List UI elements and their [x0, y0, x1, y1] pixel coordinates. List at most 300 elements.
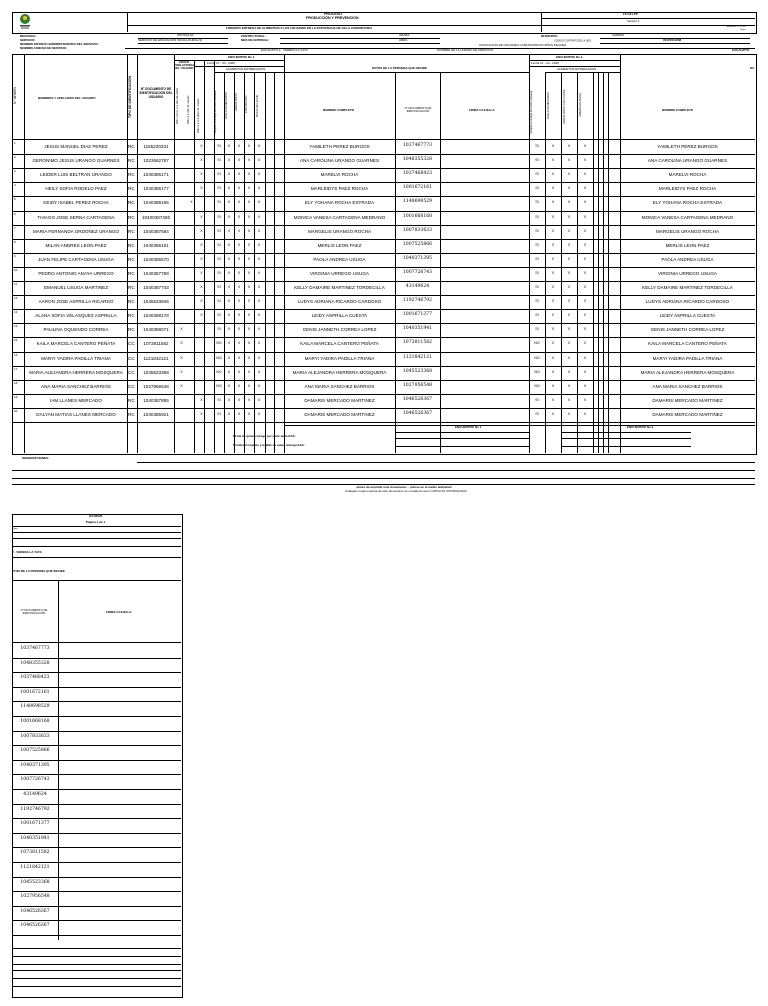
doc-number: 1040385921 — [143, 411, 169, 417]
enc2-mark: X — [567, 369, 571, 374]
page2-row-divider — [12, 847, 181, 848]
enc1-mark: SI — [217, 172, 221, 177]
child-name: MARIA FERNANDA ORDOÑEZ URANGO — [32, 228, 120, 234]
enc1-mark: X — [237, 327, 241, 332]
enc2-receiver-name: ANA MARIA SANCHEZ BARRIOS — [652, 383, 723, 389]
enc1-mark: X — [257, 397, 261, 402]
row-number: 12 — [14, 296, 18, 301]
row-number: 1 — [14, 141, 16, 145]
enc1-mark: X — [237, 200, 241, 205]
receiver-name: KAILA MARCELA CANTERO PEÑATA — [300, 341, 379, 347]
page2-row-divider — [12, 701, 181, 702]
doc-type: CC — [128, 383, 135, 389]
enc2-mark: X — [567, 158, 571, 163]
enc1-mark: X — [227, 299, 231, 304]
doc-number: 1027956548 — [143, 383, 169, 389]
page2-receiver-id: 1037468423 — [20, 675, 50, 681]
receiver-id: 1001672161 — [402, 185, 433, 191]
receiver-id: 1040351941 — [402, 326, 433, 332]
enc2-mark: X — [567, 313, 571, 318]
enc2-mark: SI — [535, 299, 539, 304]
page2-receiver-id: 1192746792 — [20, 806, 50, 812]
enc1-mark: X — [257, 256, 261, 261]
row-divider — [12, 211, 755, 212]
doc-type: RC — [128, 397, 135, 403]
service-label: SERVICIO: — [20, 38, 36, 42]
receiver-id: 1073811582 — [402, 340, 433, 346]
enc2-mark: X — [567, 327, 571, 332]
page2-row-divider — [12, 891, 181, 892]
enc1-mark: SI — [217, 186, 221, 191]
enc1-mark: SI — [217, 158, 221, 163]
page2-receiver-id: 1027956548 — [20, 894, 50, 900]
enc1-mark: X — [257, 270, 261, 275]
receiver-name: MONICA VANESA CARTAGENA MEDRANO — [293, 214, 386, 220]
group-mark: X — [180, 355, 183, 360]
enc2-col-3: ARROZ NIÑOS CON CARNE — [563, 89, 566, 124]
enc1-mark: X — [227, 228, 231, 233]
enc2-mark: X — [551, 200, 555, 205]
group-mark: X — [200, 313, 203, 318]
regional-label: REGIONAL: — [20, 34, 37, 38]
doc-number: 1040387789 — [143, 270, 169, 276]
doc-number: 1073811582 — [143, 341, 169, 347]
enc2-mark: X — [583, 327, 587, 332]
receiver-name: YAMILETH PEREZ BURGOS — [309, 144, 370, 149]
delivery-label: MES DE ENTREGA: — [241, 38, 270, 42]
doc-type: CC — [128, 355, 135, 361]
enc1-mark: X — [247, 341, 251, 346]
enc1-mark: X — [227, 186, 231, 191]
enc2-mark: SI — [535, 285, 539, 289]
enc2-receiver-name: PAOLA ANDREA USUGA — [661, 256, 714, 262]
enc2-mark: NO — [534, 369, 540, 374]
enc2-mark: X — [583, 214, 587, 219]
doc-type: CC — [128, 341, 135, 347]
enc2-foods: ALIMENTOS ENTREGADOS — [557, 67, 597, 71]
page2-receiver-id: 1045523368 — [20, 879, 50, 885]
row-divider — [12, 253, 755, 254]
enc2-mark: X — [583, 242, 587, 247]
enc1-mark: NO — [216, 369, 222, 374]
receiver-name: ANA MARIA SANCHEZ BARRIOS — [304, 383, 375, 389]
enc1-mark: X — [237, 242, 241, 247]
enc2-receiver-name: KAILA MARCELA CANTERO PEÑATA — [648, 341, 727, 347]
doc-type-header: TIPO DE IDENTIFICACIÓN — [128, 75, 132, 118]
enc2-mark: X — [567, 144, 571, 148]
receiver-name: ELY YOHANA ROCHA ESTRADA — [304, 200, 375, 206]
enc2-mark: X — [551, 327, 555, 332]
receiver-id: 1037467773 — [402, 143, 433, 148]
group-header: GRUPO POBLACIONAL DEL USUARIO — [174, 60, 195, 71]
child-name: MILAN ANDRES LEON PAEZ — [45, 242, 107, 248]
enc1-mark: X — [257, 228, 261, 233]
enc2-mark: X — [583, 369, 587, 374]
enc1-mark: X — [237, 256, 241, 261]
enc2-mark: SI — [535, 214, 539, 219]
enc2-mark: X — [551, 270, 555, 275]
page2-row-divider — [12, 760, 181, 761]
enc2-mark: SI — [535, 313, 539, 318]
page2-row-divider — [12, 658, 181, 659]
enc1-mark: NO — [216, 341, 222, 346]
child-name: DALYAN MATIAS LLANES MERCADO — [36, 411, 116, 417]
page2-receiver-id: 43149624 — [23, 792, 47, 797]
doc-type: RC — [128, 411, 135, 417]
enc1-mark: X — [257, 214, 261, 219]
child-name: ALANA SOFIA VELASQUEZ ASPRILLA — [35, 313, 117, 319]
enc2-receiver-name: MARYI YADIRA PADILLA TRIANA — [652, 355, 723, 361]
enc2-mark: X — [567, 341, 571, 346]
page2-row-divider — [12, 862, 181, 863]
receiver-name: MERLIS LEON PAEZ — [317, 242, 362, 248]
enc2-receiver-name: DAMARIS MERCADO MARTINEZ — [652, 411, 723, 417]
enc1-mark: X — [257, 242, 261, 247]
enc2-mark: X — [583, 285, 587, 289]
page2-receiver-id: 1121842121 — [20, 865, 50, 870]
enc2-mark: SI — [535, 228, 539, 233]
enc2-receiver-name: VIRGINIA URREGO USUGA — [658, 270, 717, 276]
enc1-mark: X — [227, 383, 231, 388]
footer-enc1: ENCUENTRO No 1 — [455, 425, 482, 429]
enc2-mark: X — [567, 242, 571, 247]
row-number: 6 — [14, 211, 16, 216]
group-mark: X — [200, 144, 203, 148]
child-name: ANA MARIA SANCHEZ BARRIOS — [41, 383, 111, 389]
group-col-2: Niño a 1 año 11 meses — [186, 95, 190, 124]
enc1-mark: X — [227, 327, 231, 332]
enc1-mark: X — [247, 256, 251, 261]
enc2-mark: NO — [534, 383, 540, 388]
receiver-id: 1045523368 — [402, 368, 433, 374]
enc2-mark: SI — [535, 270, 539, 275]
page2-row-divider — [12, 672, 181, 673]
row-divider — [12, 394, 755, 395]
enc1-mark: X — [227, 144, 231, 148]
row-divider — [12, 408, 755, 409]
enc2-mark: X — [551, 341, 555, 346]
child-name: PEDRO ANTONIO ANAYA URREGO — [38, 270, 114, 276]
enc1-mark: X — [227, 270, 231, 275]
row-number: 2 — [14, 155, 16, 160]
row-number: 7 — [14, 225, 16, 230]
enc1-mark: X — [247, 186, 251, 191]
enc2-receiver-name: KELLY DAMAIRE MARTINEZ TORDECILLA — [642, 285, 733, 290]
doc-type: RC — [128, 285, 135, 290]
receiver-id: 1007833633 — [402, 227, 433, 233]
group-mark: X — [200, 256, 203, 261]
municipality-value: CAREPA — [612, 33, 625, 37]
group-mark: X — [180, 369, 183, 374]
enc2-receiver-name: ANA CAROLINA URANGO GUARNES — [647, 158, 728, 164]
enc2-mark: X — [583, 270, 587, 275]
group-mark: X — [200, 242, 203, 247]
zone-label: CENTRO ZONAL: — [241, 34, 266, 38]
sign-line-2: Nombre Completo y legible de quien entrega EAS: — [233, 443, 305, 447]
enc2-mark: X — [583, 355, 587, 360]
child-name: THIAGO JOSE SERNA CARTAGENA — [37, 214, 115, 220]
group-mark: X — [200, 158, 203, 163]
enc1-mark: X — [227, 172, 231, 177]
enc1-mark: X — [247, 411, 251, 416]
page2-id-header: N° DOCUMENTO DE IDENTIFICACIÓN — [20, 608, 48, 616]
enc2-mark: X — [551, 397, 555, 402]
row-divider — [12, 337, 755, 338]
enc2-mark: X — [567, 214, 571, 219]
enc2-mark: SI — [535, 242, 539, 247]
page2-row-divider — [12, 789, 181, 790]
receiver-name: MARIA ALEJANDRA HERRERA MOSQUERA — [292, 369, 387, 375]
enc2-receiver-name: GENIS JANNETH CORREA LOPEZ — [650, 327, 725, 333]
row-number: 18 — [14, 380, 18, 385]
page2-unit: 2 - VEREDA LA YAYA — [12, 550, 42, 554]
enc2-mark: X — [567, 383, 571, 388]
enc2-mark: X — [567, 411, 571, 416]
child-name: AARON JOSE ASPRILLA RICARDO — [38, 299, 114, 305]
enc2-mark: X — [583, 144, 587, 148]
enc1-mark: X — [237, 158, 241, 163]
receiver-id: 1046526367 — [402, 410, 433, 416]
page2-row-divider — [12, 687, 181, 688]
enc1-mark: X — [247, 200, 251, 205]
doc-number: 1040388161 — [143, 242, 169, 248]
enc1-mark: X — [247, 285, 251, 289]
enc1-mark: X — [237, 313, 241, 318]
enc2-mark: X — [551, 172, 555, 177]
receiver-name: LEIDY ASPRILLA CUESTA — [311, 313, 368, 319]
receiver-name: ANA CAROLINA URANGO GUARNES — [299, 158, 380, 164]
enc2-receiver-name: MARIA ALEJANDRA HERRERA MOSQUERA — [640, 369, 735, 375]
child-name: EMANUEL USUGA MARTINEZ — [43, 285, 109, 290]
enc1-col-2: ROLLO ALIMENTARIO — [225, 92, 228, 119]
receiver-id: 1027956548 — [402, 382, 433, 388]
page2-label-small: Página — [12, 527, 18, 530]
row-number: 17 — [14, 366, 18, 371]
enc2-full-name-header: NOMBRE COMPLETO — [662, 108, 694, 112]
enc2-mark: X — [551, 186, 555, 191]
group-mark: X — [200, 186, 203, 191]
doc-number: 1040387855 — [143, 397, 169, 403]
row-divider — [12, 380, 755, 381]
enc2-receiver-name: DAMARIS MERCADO MARTINEZ — [652, 397, 723, 403]
row-divider — [12, 352, 755, 353]
enc1-mark: SI — [217, 299, 221, 304]
page2-receiver-id: 1148698529 — [20, 704, 50, 710]
child-name: KAILA MARCELA CANTERO PEÑATA — [36, 341, 116, 347]
association: ASOCIACION DE HOGARES COMUNITARIOS NIÑOS FELICES — [479, 43, 567, 47]
enc1-mark: X — [257, 144, 261, 148]
enc1-mark: X — [247, 172, 251, 177]
row-number: 16 — [14, 352, 18, 357]
page2-row-divider — [12, 731, 181, 732]
receiver-id: 1037468423 — [402, 171, 433, 177]
page2-receiver-id: 1001671377 — [20, 821, 50, 827]
row-number: 8 — [14, 239, 16, 244]
page2-page: Página 1 de 1 — [86, 520, 106, 524]
enc2-mark: X — [583, 256, 587, 261]
page2-receiver-id: 1048355328 — [20, 660, 50, 666]
enc2-mark: X — [551, 256, 555, 261]
page2-row-divider — [12, 804, 181, 805]
delivery-value: ABRIL — [399, 38, 408, 42]
unit-name-label: NOMBRE DE LA UNIDAD DE ATENCIÓN: — [437, 48, 494, 52]
enc1-mark: X — [257, 383, 261, 388]
enc1-mark: SI — [217, 200, 221, 205]
process-title: PROCESO — [324, 12, 342, 16]
row-divider — [12, 295, 755, 296]
row-divider — [12, 267, 755, 268]
page2-row-divider — [12, 935, 181, 936]
enc1-mark: X — [257, 355, 261, 360]
page2-receiver-id: 1073811582 — [20, 850, 50, 856]
receiver-id: 43149624 — [405, 284, 430, 289]
doc-type: RC — [128, 242, 135, 248]
zone-value: URABA — [399, 33, 410, 37]
id-header: N° DOCUMENTO DE IDENTIFICACIÓN — [404, 106, 432, 114]
doc-number: 1121842121 — [143, 355, 169, 361]
enc2-mark: X — [567, 228, 571, 233]
doc-number: 1040387584 — [143, 228, 169, 234]
enc1-mark: X — [247, 355, 251, 360]
enc1-mark: X — [237, 397, 241, 402]
child-name: GERONIMO JESUS URANGO GUARNES — [32, 158, 120, 164]
enc2-receiver-name: MONICA VANESA CARTAGENA MEDRANO — [641, 214, 734, 220]
enc2-receiver-name: MARELVI ROCHA — [668, 172, 707, 178]
enc2-receiver-name: ELY YOHANA ROCHA ESTRADA — [652, 200, 723, 206]
receiver-name: LUDYS ADRIANA RICARDO CARDOSO — [297, 299, 382, 305]
enc1-mark: X — [247, 369, 251, 374]
sign-line-1: Firma de quien entrega por parte de la EAS: — [233, 434, 296, 438]
contract-label: CODIGO CONTRATO DE LA UDS: — [554, 39, 592, 43]
doc-type: RC — [128, 158, 135, 164]
page2-receiver-id: 1046526367 — [20, 923, 50, 929]
row-number: 10 — [14, 267, 18, 272]
order-header: N° ORDEN — [13, 87, 17, 104]
row-divider — [12, 323, 755, 324]
enc1-mark: X — [247, 397, 251, 402]
page2-row-divider — [12, 920, 181, 921]
enc1-mark: X — [227, 200, 231, 205]
receiver-id: 1001668168 — [402, 213, 433, 219]
page2-receiver-id: 1001668168 — [20, 719, 50, 724]
enc2-mark: SI — [535, 144, 539, 148]
enc2-mark: X — [583, 158, 587, 163]
enc1-mark: SI — [217, 214, 221, 219]
enc1-mark: X — [257, 200, 261, 205]
enc2-mark: X — [567, 256, 571, 261]
child-name: MARIA ALEJANDRA HERRERA MOSQUERA — [29, 369, 123, 375]
child-name: JESUS MANUEL DIAZ PEREZ — [44, 144, 108, 149]
enc1-mark: SI — [217, 397, 221, 402]
receiver-id: 1046526367 — [402, 396, 433, 402]
receiver-name: DAMARIS MERCADO MARTINEZ — [304, 397, 375, 403]
row-number: 11 — [14, 282, 18, 286]
receiver-id: 1007726743 — [402, 269, 433, 275]
row-divider — [12, 366, 755, 367]
doc-type: RC — [128, 228, 135, 234]
group-mark: X — [200, 299, 203, 304]
page2-receiver-id: 1001672161 — [20, 689, 50, 695]
child-name: MARYI YADIRA PADILLA TRIANA — [41, 355, 111, 361]
enc1-col-1: Cumple la entrega de ración mensual — [214, 90, 217, 134]
contract-value: 05472011368 — [663, 38, 682, 42]
enc2-mark: SI — [535, 397, 539, 402]
municipality-label: MUNICIPIO: — [541, 34, 558, 38]
row-number: 20 — [14, 408, 18, 413]
enc1-header: ENCUENTRO No 1 — [228, 55, 255, 59]
enc1-mark: SI — [217, 270, 221, 275]
doc-type: RC — [128, 299, 135, 305]
receiver-name: VIRGINIA URREGO USUGA — [310, 270, 369, 276]
enc2-mark: X — [583, 341, 587, 346]
enc1-mark: SI — [217, 144, 221, 148]
row-divider — [12, 168, 755, 169]
enc2-mark: X — [583, 313, 587, 318]
enc2-mark: SI — [535, 200, 539, 205]
doc-number: 1040385570 — [143, 256, 169, 262]
enc2-mark: X — [551, 313, 555, 318]
receiver-name: DAMARIS MERCADO MARTINEZ — [304, 411, 375, 417]
page2-receiver-id: 1037467773 — [20, 646, 50, 651]
enc2-mark: X — [551, 214, 555, 219]
enc2-mark: X — [583, 383, 587, 388]
row-number: 4 — [14, 183, 16, 188]
row-divider — [12, 239, 755, 240]
enc1-mark: X — [247, 313, 251, 318]
receiver-name: GENIS JANNETH CORREA LOPEZ — [302, 327, 377, 333]
doc-type: RC — [128, 327, 135, 333]
unit-value: EUCALIPTO 2 - VEREDA LA YAYA — [261, 48, 308, 52]
enc1-mark: X — [237, 214, 241, 219]
doc-number: 1040387743 — [143, 285, 169, 290]
enc1-mark: X — [257, 186, 261, 191]
enc1-mark: X — [227, 397, 231, 402]
enc2-receiver-name: YAMILETH PEREZ BURGOS — [657, 144, 718, 149]
receiver-name: MARGELIS URANGO ROCHA — [307, 228, 372, 234]
enc1-mark: X — [247, 214, 251, 219]
enc1-col-4: FORTIFICADO — [245, 95, 248, 113]
doc-type: RC — [128, 214, 135, 220]
row-number: 19 — [14, 394, 18, 399]
page2-row-divider — [12, 818, 181, 819]
row-divider — [12, 154, 755, 155]
enc1-mark: X — [247, 228, 251, 233]
receiver-id: 1001671377 — [402, 312, 433, 318]
enc1-mark: NO — [216, 383, 222, 388]
page2-row-divider — [12, 745, 181, 746]
page2-date: 2/14/2025 — [89, 514, 103, 518]
enc1-mark: X — [237, 285, 241, 289]
person-header: DATOS DE LA PERSONA QUE RECIBE — [372, 66, 428, 70]
enc1-mark: X — [237, 411, 241, 416]
receiver-id: 1048355328 — [402, 157, 433, 163]
main-table-frame — [12, 54, 757, 455]
enc1-mark: X — [237, 186, 241, 191]
observations-label: OBSERVACIONES: — [22, 456, 50, 460]
group-mark: X — [190, 200, 193, 205]
enc2-mark: X — [583, 186, 587, 191]
enc2-mark: X — [551, 299, 555, 304]
enc2-mark: X — [567, 397, 571, 402]
enc1-mark: X — [227, 313, 231, 318]
enc1-mark: X — [227, 355, 231, 360]
enc2-mark: X — [551, 144, 555, 148]
group-mark: X — [200, 285, 203, 289]
enc2-mark: SI — [535, 158, 539, 163]
copy-notice: Cualquier copia impresa de este documento se considera como COPIA NO CONTROLADA — [345, 489, 467, 493]
enc2-receiver-name: MARLEIDYS PAEZ ROCHA — [658, 186, 717, 192]
receiver-name: PAOLA ANDREA USUGA — [313, 256, 366, 262]
